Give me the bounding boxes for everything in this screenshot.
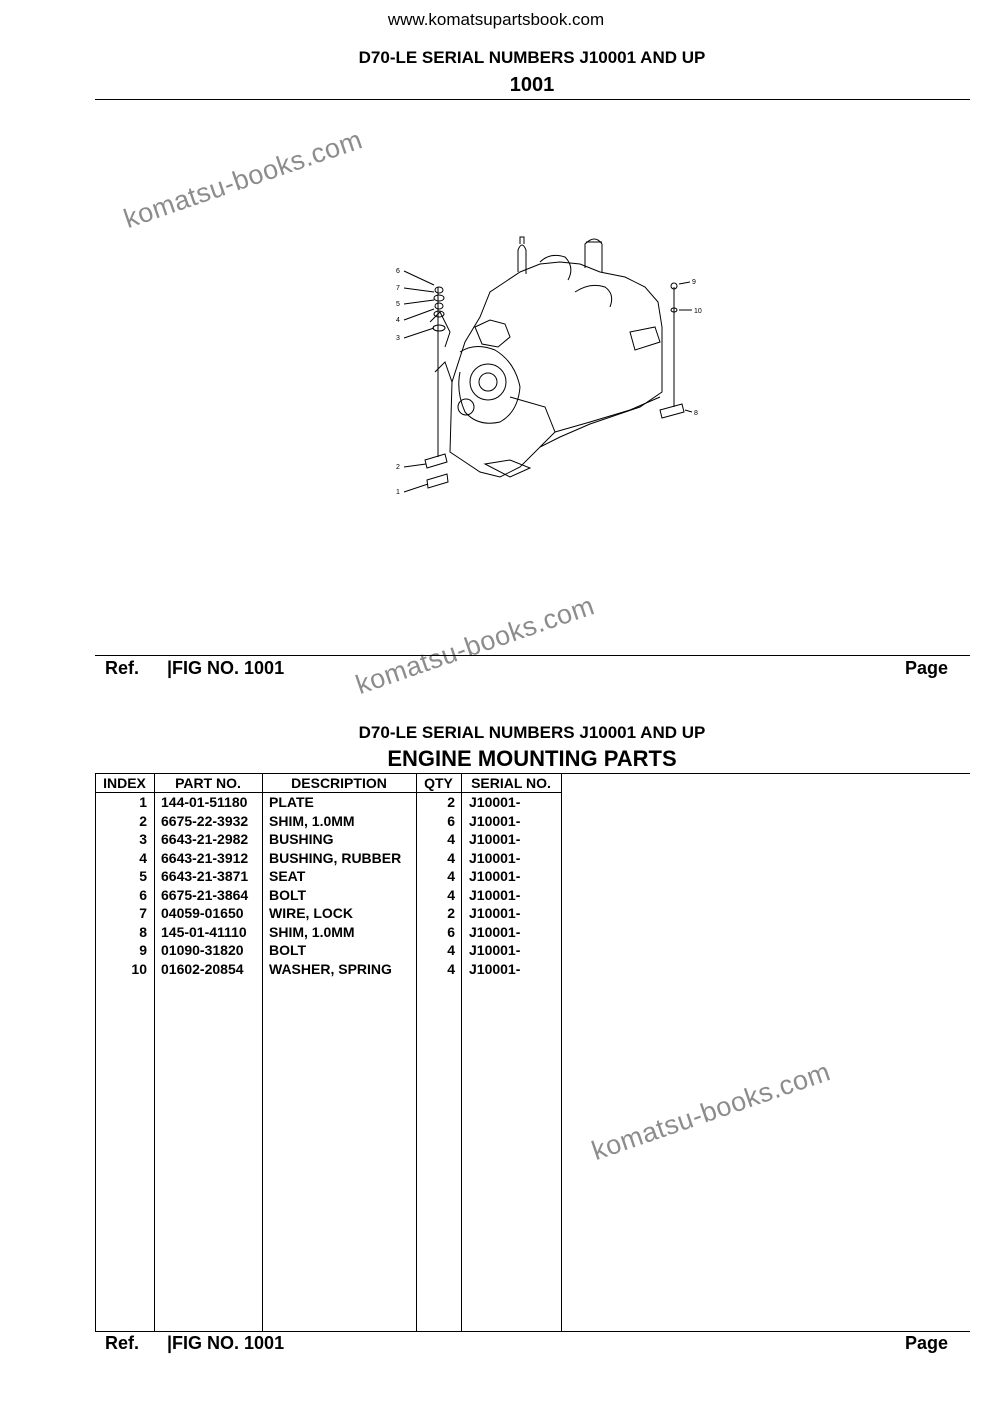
callout-3: 3 — [396, 335, 400, 342]
row-qty: 4 — [447, 942, 455, 958]
row-description: SHIM, 1.0MM — [269, 923, 355, 940]
page-title: D70-LE SERIAL NUMBERS J10001 AND UP — [358, 48, 706, 67]
watermark-2: komatsu-books.com — [351, 590, 599, 701]
table-row — [95, 831, 575, 850]
header-part-no: PART NO. — [175, 775, 241, 791]
footer2-fig: |FIG NO. 1001 — [167, 1333, 285, 1353]
table-row — [95, 887, 575, 906]
row-part-no: 04059-01650 — [161, 905, 244, 921]
row-index: 4 — [139, 849, 147, 866]
footer1-divider — [95, 655, 970, 656]
row-part-no: 01090-31820 — [161, 942, 244, 958]
callout-1: 1 — [396, 489, 400, 496]
row-part-no: 6643-21-3871 — [161, 868, 249, 884]
row-index: 1 — [139, 794, 147, 810]
row-serial: J10001- — [469, 812, 521, 829]
row-index: 8 — [139, 923, 147, 940]
row-serial: J10001- — [469, 831, 521, 847]
row-part-no: 01602-20854 — [161, 960, 244, 977]
row-part-no: 144-01-51180 — [161, 794, 248, 810]
table-header-line — [95, 792, 561, 793]
row-description: SHIM, 1.0MM — [269, 812, 355, 829]
row-description: BUSHING, RUBBER — [269, 849, 402, 866]
row-index: 2 — [139, 812, 147, 829]
row-serial: J10001- — [469, 960, 521, 977]
row-serial: J10001- — [469, 942, 521, 958]
row-serial: J10001- — [469, 868, 521, 884]
header-index: INDEX — [103, 775, 146, 791]
row-description: WIRE, LOCK — [269, 905, 353, 921]
row-qty: 2 — [447, 905, 455, 921]
row-qty: 4 — [447, 849, 455, 866]
row-qty: 6 — [447, 812, 455, 829]
row-qty: 2 — [447, 794, 455, 810]
row-description: SEAT — [269, 868, 306, 884]
table-row — [95, 942, 575, 961]
header-description: DESCRIPTION — [291, 775, 387, 791]
table-row — [95, 924, 575, 943]
row-part-no: 6643-21-2982 — [161, 831, 249, 847]
parts-subtitle: ENGINE MOUNTING PARTS — [387, 746, 677, 771]
callout-10: 10 — [694, 308, 702, 315]
row-index: 5 — [139, 868, 147, 884]
row-index: 6 — [139, 886, 147, 903]
header-qty: QTY — [424, 775, 453, 791]
footer2-divider — [95, 1331, 970, 1332]
row-part-no: 6643-21-3912 — [161, 849, 249, 866]
row-description: PLATE — [269, 794, 314, 810]
callout-6: 6 — [396, 268, 400, 275]
row-index: 10 — [131, 960, 147, 977]
row-qty: 4 — [447, 868, 455, 884]
row-description: WASHER, SPRING — [269, 960, 392, 977]
engine-mounting-diagram — [390, 232, 710, 502]
table-top-line — [95, 773, 970, 774]
footer1-page: Page — [905, 658, 949, 678]
row-index: 7 — [139, 905, 147, 921]
row-index: 3 — [139, 831, 147, 847]
table-row — [95, 961, 575, 980]
footer1-fig: |FIG NO. 1001 — [167, 658, 285, 678]
row-serial: J10001- — [469, 905, 521, 921]
row-description: BUSHING — [269, 831, 334, 847]
table-row — [95, 850, 575, 869]
footer1-ref: Ref. — [105, 658, 140, 678]
row-qty: 4 — [447, 831, 455, 847]
table-row — [95, 813, 575, 832]
row-qty: 4 — [447, 960, 455, 977]
parts-title: D70-LE SERIAL NUMBERS J10001 AND UP — [358, 723, 706, 742]
callout-7: 7 — [396, 285, 400, 292]
figure-number: 1001 — [509, 74, 555, 96]
row-part-no: 145-01-41110 — [161, 923, 247, 940]
website-url: www.komatsupartsbook.com — [387, 10, 605, 29]
footer2-page: Page — [905, 1333, 949, 1353]
row-part-no: 6675-22-3932 — [161, 812, 249, 829]
header-divider — [95, 99, 970, 100]
row-serial: J10001- — [469, 794, 521, 810]
table-row — [95, 794, 575, 813]
watermark-3: komatsu-books.com — [587, 1056, 835, 1167]
row-serial: J10001- — [469, 923, 521, 940]
callout-4: 4 — [396, 317, 400, 324]
callout-9: 9 — [692, 279, 696, 286]
row-serial: J10001- — [469, 849, 521, 866]
callout-8: 8 — [694, 410, 698, 417]
table-row — [95, 868, 575, 887]
watermark-1: komatsu-books.com — [119, 124, 367, 235]
callout-2: 2 — [396, 464, 400, 471]
row-description: BOLT — [269, 886, 307, 903]
row-part-no: 6675-21-3864 — [161, 886, 249, 903]
row-qty: 6 — [447, 923, 455, 940]
row-qty: 4 — [447, 886, 455, 903]
header-serial-no: SERIAL NO. — [471, 775, 551, 791]
row-serial: J10001- — [469, 886, 521, 903]
callout-5: 5 — [396, 301, 400, 308]
row-index: 9 — [139, 942, 147, 958]
footer2-ref: Ref. — [105, 1333, 140, 1353]
row-description: BOLT — [269, 942, 307, 958]
table-row — [95, 905, 575, 924]
